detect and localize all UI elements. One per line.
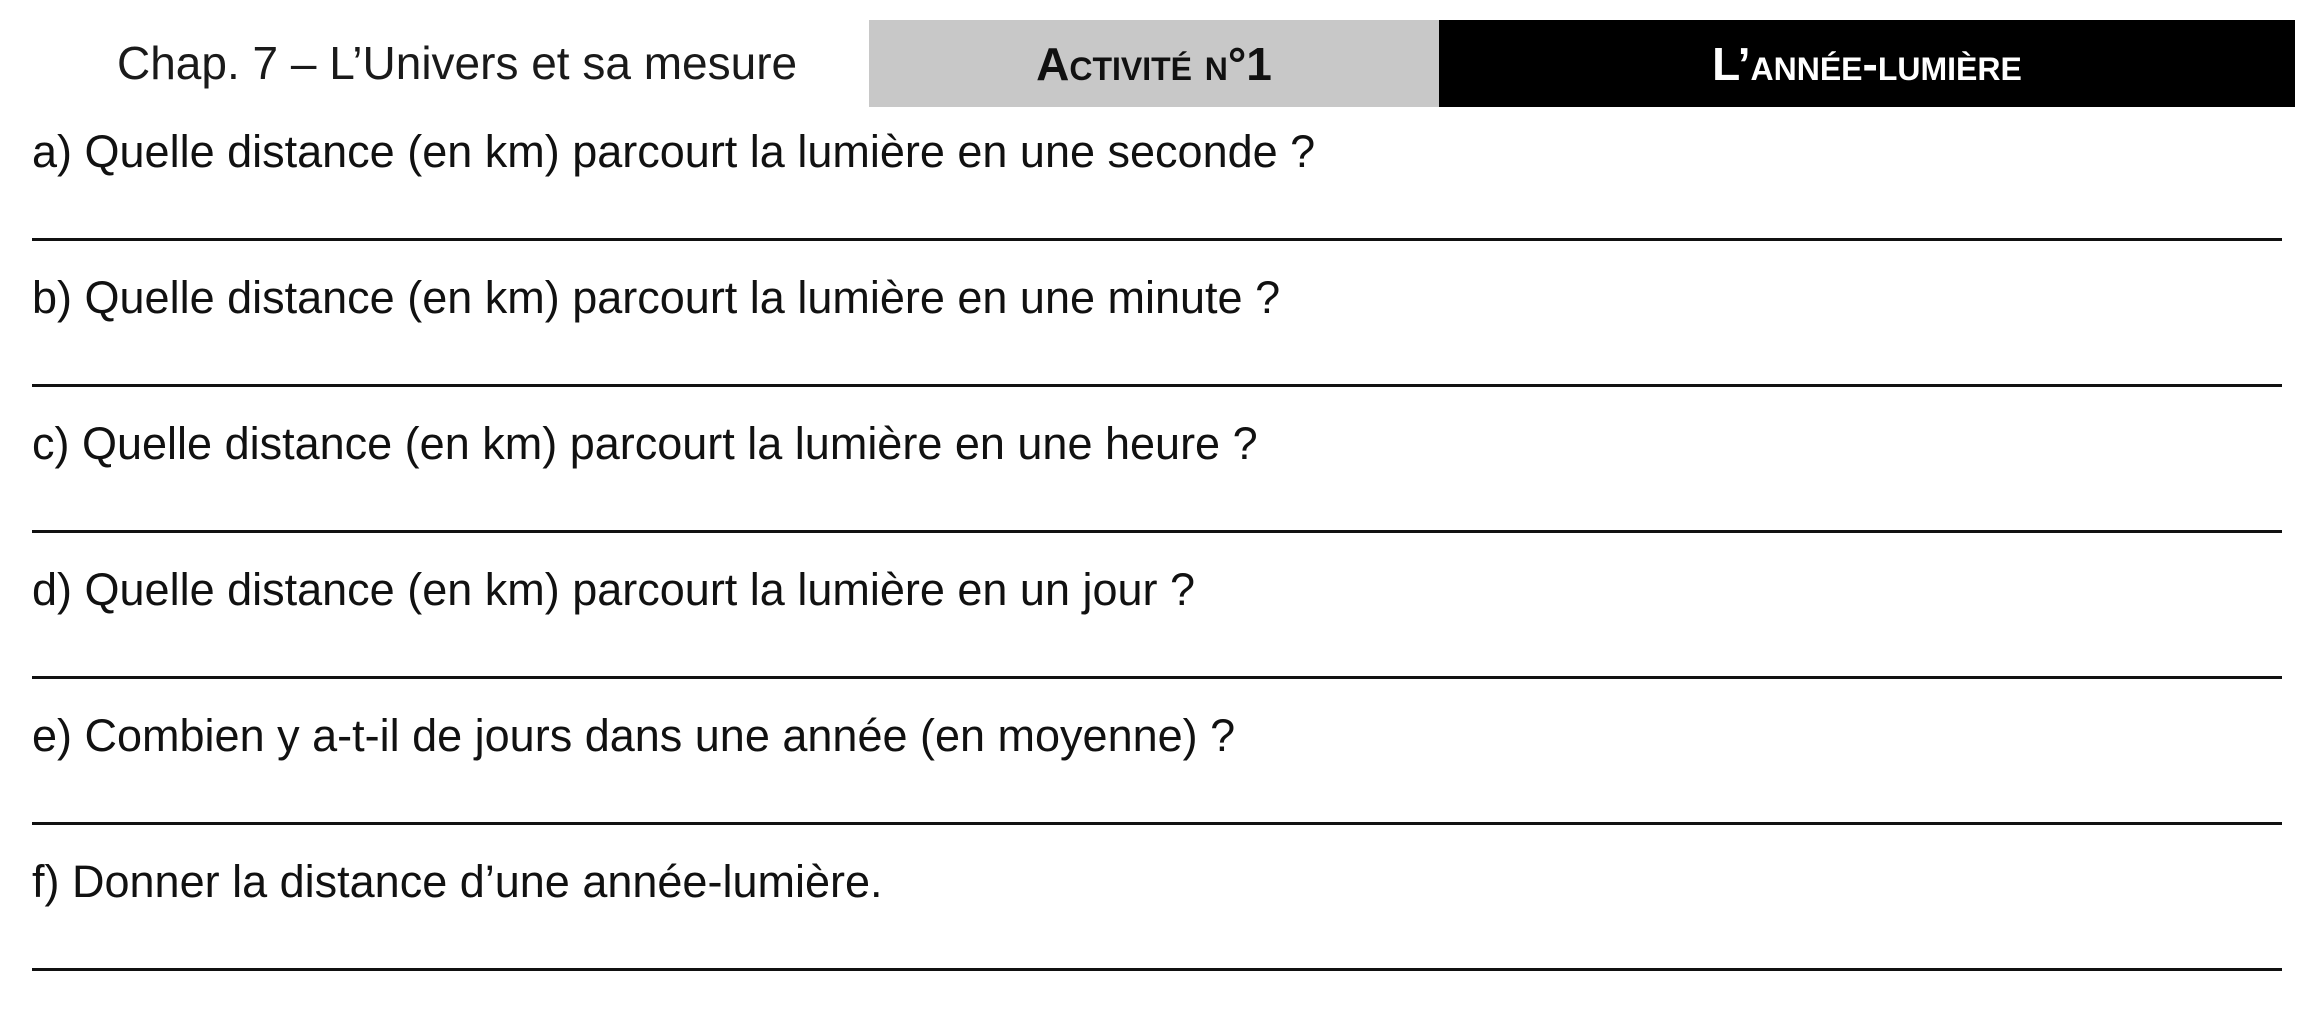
- answer-line[interactable]: [32, 384, 2282, 387]
- topic-title: L’année-lumière: [1439, 20, 2295, 107]
- question-text: c) Quelle distance (en km) parcourt la lumière en une heure ?: [32, 418, 1258, 469]
- question-text: f) Donner la distance d’une année-lumière.: [32, 856, 883, 907]
- question-text: a) Quelle distance (en km) parcourt la lumière en une seconde ?: [32, 126, 1316, 177]
- answer-line[interactable]: [32, 238, 2282, 241]
- chapter-title: Chap. 7 – L’Univers et sa mesure: [117, 37, 798, 89]
- question-list: [32, 110, 2282, 986]
- activity-label: Activité n°1: [869, 20, 1439, 107]
- answer-line[interactable]: [32, 822, 2282, 825]
- answer-line[interactable]: [32, 676, 2282, 679]
- question-text: e) Combien y a-t-il de jours dans une année (en moyenne) ?: [32, 710, 1236, 761]
- answer-line[interactable]: [32, 530, 2282, 533]
- question-text: b) Quelle distance (en km) parcourt la lumière en une minute ?: [32, 272, 1281, 323]
- question-a: [32, 110, 2282, 256]
- question-c: [32, 402, 2282, 548]
- question-e: [32, 694, 2282, 840]
- question-f: [32, 840, 2282, 986]
- worksheet-header: [0, 20, 2310, 107]
- answer-line[interactable]: [32, 968, 2282, 971]
- question-d: [32, 548, 2282, 694]
- question-b: [32, 256, 2282, 402]
- question-text: d) Quelle distance (en km) parcourt la lumière en un jour ?: [32, 564, 1196, 615]
